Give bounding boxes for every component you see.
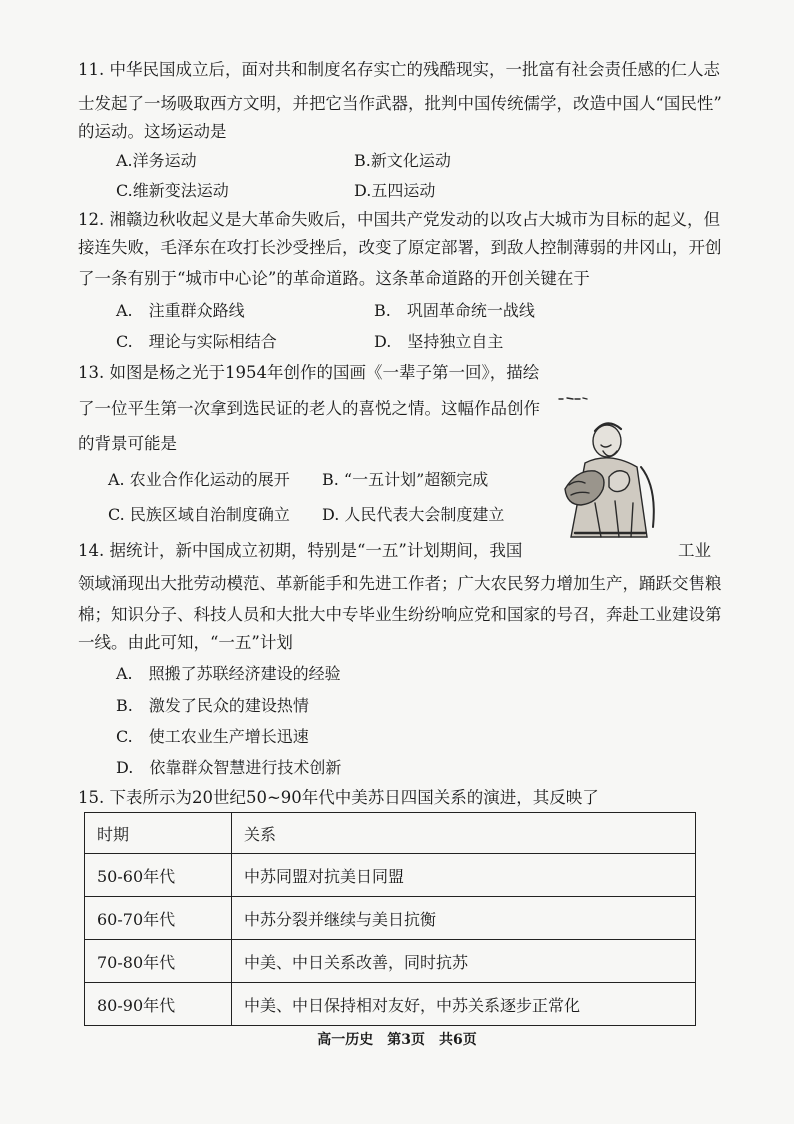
q11-option-c[interactable]: C.维新变法运动 — [116, 181, 229, 200]
q13-option-d[interactable]: D. 人民代表大会制度建立 — [322, 505, 505, 524]
q13-option-b[interactable]: B. “一五计划”超额完成 — [322, 470, 489, 489]
table-row — [85, 940, 696, 983]
table-cell-period: 60-70年代 — [85, 897, 232, 940]
q12-option-b[interactable]: B. 巩固革命统一战线 — [374, 301, 535, 320]
q14-option-d[interactable]: D. 依靠群众智慧进行技术创新 — [116, 758, 342, 777]
q11-stem-line3: 的运动。这场运动是 — [78, 122, 227, 141]
q14-stem-line1-end: 工业 — [678, 541, 711, 560]
table-cell-relation: 中苏同盟对抗美日同盟 — [232, 854, 696, 897]
q13-stem-line3: 的背景可能是 — [78, 434, 177, 453]
q15-stem-line1: 15. 下表所示为20世纪50~90年代中美苏日四国关系的演进，其反映了 — [78, 788, 599, 807]
table-cell-relation: 中苏分裂并继续与美日抗衡 — [232, 897, 696, 940]
q13-stem-line1: 13. 如图是杨之光于1954年创作的国画《一辈子第一回》，描绘 — [78, 363, 540, 382]
q14-stem-line3: 棉；知识分子、科技人员和大批大中专毕业生纷纷响应党和国家的号召，奔赴工业建设第 — [78, 605, 722, 624]
table-header-relation: 关系 — [232, 813, 696, 854]
q14-option-b[interactable]: B. 激发了民众的建设热情 — [116, 696, 309, 715]
q11-option-b[interactable]: B.新文化运动 — [354, 151, 451, 170]
table-header-row — [85, 813, 696, 854]
q14-stem-line4: 一线。由此可知，“一五”计划 — [78, 633, 293, 652]
table-cell-period: 80-90年代 — [85, 983, 232, 1026]
q12-stem-line1: 12. 湘赣边秋收起义是大革命失败后，中国共产党发动的以攻占大城市为目标的起义，但 — [78, 210, 720, 229]
q12-option-d[interactable]: D. 坚持独立自主 — [374, 332, 504, 351]
table-row — [85, 897, 696, 940]
q11-stem-line2: 士发起了一场吸取西方文明，并把它当作武器，批判中国传统儒学，改造中国人“国民性” — [78, 94, 722, 113]
table-header-period: 时期 — [85, 813, 232, 854]
q13-stem-line2: 了一位平生第一次拿到选民证的老人的喜悦之情。这幅作品创作 — [78, 399, 540, 418]
q13-option-a[interactable]: A. 农业合作化运动的展开 — [108, 470, 290, 489]
page-footer: 高一历史 第3页 共6页 — [317, 1032, 477, 1048]
table-cell-relation: 中美、中日关系改善，同时抗苏 — [232, 940, 696, 983]
q12-option-a[interactable]: A. 注重群众路线 — [116, 301, 245, 320]
q12-option-c[interactable]: C. 理论与实际相结合 — [116, 332, 277, 351]
q13-option-c[interactable]: C. 民族区域自治制度确立 — [108, 505, 290, 524]
table-cell-period: 70-80年代 — [85, 940, 232, 983]
table-cell-period: 50-60年代 — [85, 854, 232, 897]
q11-stem-line1: 11. 中华民国成立后，面对共和制度名存实亡的残酷现实，一批富有社会责任感的仁人志 — [78, 60, 720, 79]
painting-elderly-voter-figure — [545, 393, 673, 543]
table-row — [85, 854, 696, 897]
q12-stem-line2: 接连失败，毛泽东在攻打长沙受挫后，改变了原定部署，到敌人控制薄弱的井冈山，开创 — [78, 238, 722, 257]
q14-option-a[interactable]: A. 照搬了苏联经济建设的经验 — [116, 664, 341, 683]
q14-stem-line1: 14. 据统计，新中国成立初期，特别是“一五”计划期间，我国 — [78, 541, 523, 560]
q11-option-a[interactable]: A.洋务运动 — [116, 151, 197, 170]
table-cell-relation: 中美、中日保持相对友好，中苏关系逐步正常化 — [232, 983, 696, 1026]
q14-stem-line2: 领域涌现出大批劳动模范、革新能手和先进工作者；广大农民努力增加生产，踊跃交售粮 — [78, 574, 722, 593]
relations-table — [84, 812, 696, 1026]
q14-option-c[interactable]: C. 使工农业生产增长迅速 — [116, 727, 309, 746]
q12-stem-line3: 了一条有别于“城市中心论”的革命道路。这条革命道路的开创关键在于 — [78, 269, 590, 288]
table-row — [85, 983, 696, 1026]
q11-option-d[interactable]: D.五四运动 — [354, 181, 436, 200]
